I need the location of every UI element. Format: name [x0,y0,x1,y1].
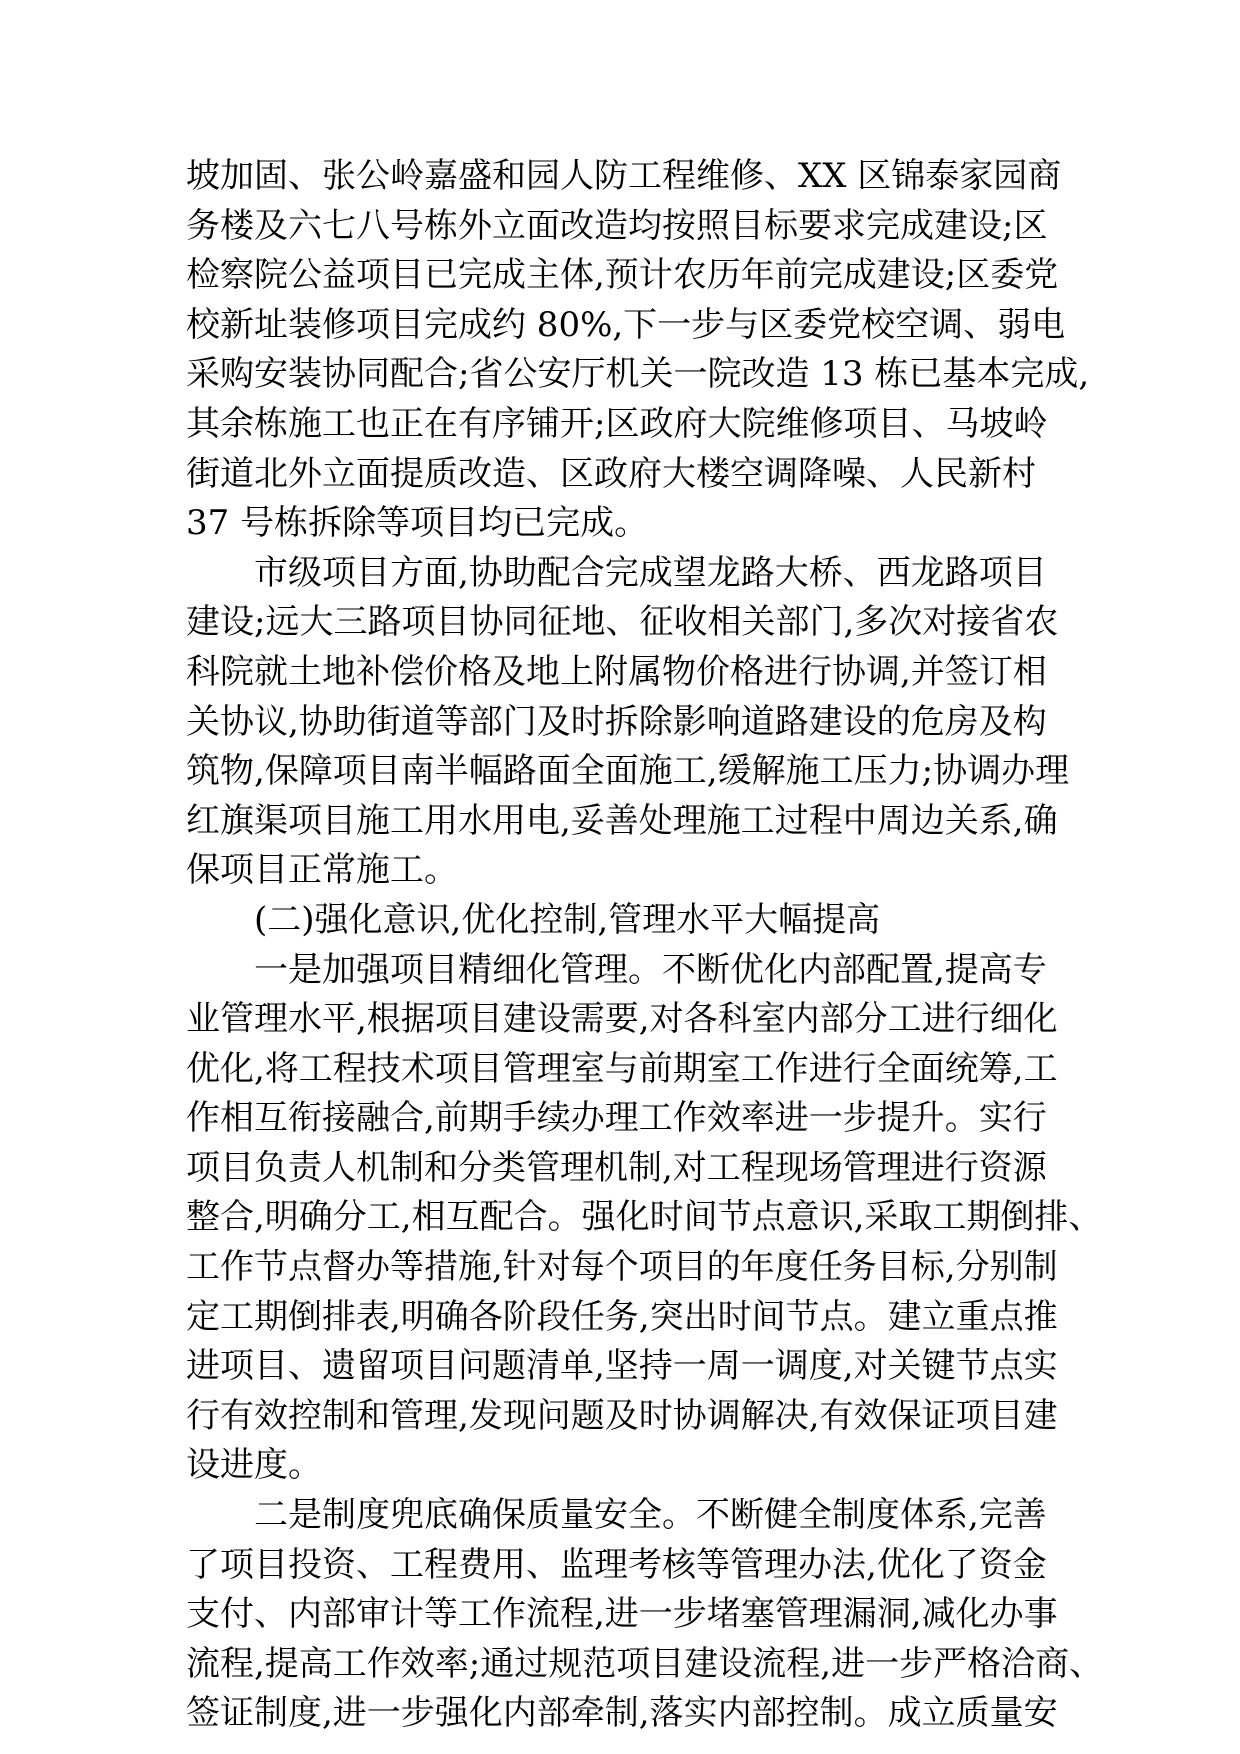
text-line: 设进度。 [186,1445,322,1486]
text-line: 其余栋施工也正在有序铺开;区政府大院维修项目、马坡岭 [186,403,1048,444]
text-line: 街道北外立面提质改造、区政府大楼空调降噪、人民新村 [186,453,1036,494]
text-line: 整合,明确分工,相互配合。强化时间节点意识,采取工期倒排、 [186,1197,1103,1238]
text-line: 优化,将工程技术项目管理室与前期室工作进行全面统筹,工 [186,1048,1058,1089]
text-line: 校新址装修项目完成约 80%,下一步与区委党校空调、弱电 [186,304,1066,345]
text-line: 了项目投资、工程费用、监理考核等管理办法,优化了资金 [186,1544,1047,1585]
text-line: 采购安装协同配合;省公安厅机关一院改造 13 栋已基本完成, [186,354,1090,395]
text-line: 检察院公益项目已完成主体,预计农历年前完成建设;区委党 [186,255,1059,296]
text-line: 工作节点督办等措施,针对每个项目的年度任务目标,分别制 [186,1247,1058,1288]
text-line: 建设;远大三路项目协同征地、征收相关部门,多次对接省农 [186,602,1059,643]
text-line: 业管理水平,根据项目建设需要,对各科室内部分工进行细化 [186,999,1058,1040]
text-line: 行有效控制和管理,发现问题及时协调解决,有效保证项目建 [186,1395,1058,1436]
text-line: 二是制度兜底确保质量安全。不断健全制度体系,完善 [254,1495,1047,1536]
text-line: 科院就土地补偿价格及地上附属物价格进行协调,并签订相 [186,651,1047,692]
text-line: 一是加强项目精细化管理。不断优化内部配置,提高专 [254,949,1047,990]
text-line: 坡加固、张公岭嘉盛和园人防工程维修、XX 区锦泰家园商 [186,156,1062,196]
text-line: 签证制度,进一步强化内部牵制,落实内部控制。成立质量安 [186,1693,1058,1734]
text-line: 市级项目方面,协助配合完成望龙路大桥、西龙路项目 [254,552,1047,593]
text-line: 红旗渠项目施工用水用电,妥善处理施工过程中周边关系,确 [186,800,1058,841]
text-line: 支付、内部审计等工作流程,进一步堵塞管理漏洞,减化办事 [186,1594,1058,1635]
text-line: 筑物,保障项目南半幅路面全面施工,缓解施工压力;协调办理 [186,751,1070,792]
text-line: 作相互衔接融合,前期手续办理工作效率进一步提升。实行 [186,1098,1047,1139]
text-line: 定工期倒排表,明确各阶段任务,突出时间节点。建立重点推 [186,1296,1058,1337]
text-line: (二)强化意识,优化控制,管理水平大幅提高 [254,899,881,940]
text-line: 项目负责人机制和分类管理机制,对工程现场管理进行资源 [186,1147,1047,1188]
text-line: 37 号栋拆除等项目均已完成。 [186,503,649,544]
text-line: 关协议,协助街道等部门及时拆除影响道路建设的危房及构 [186,701,1047,742]
text-line: 务楼及六七八号栋外立面改造均按照目标要求完成建设;区 [186,205,1048,246]
text-line: 进项目、遗留项目问题清单,坚持一周一调度,对关键节点实 [186,1346,1058,1387]
document-body [186,152,1104,1739]
text-line: 流程,提高工作效率;通过规范项目建设流程,进一步严格洽商、 [186,1643,1104,1684]
text-line: 保项目正常施工。 [186,850,458,891]
